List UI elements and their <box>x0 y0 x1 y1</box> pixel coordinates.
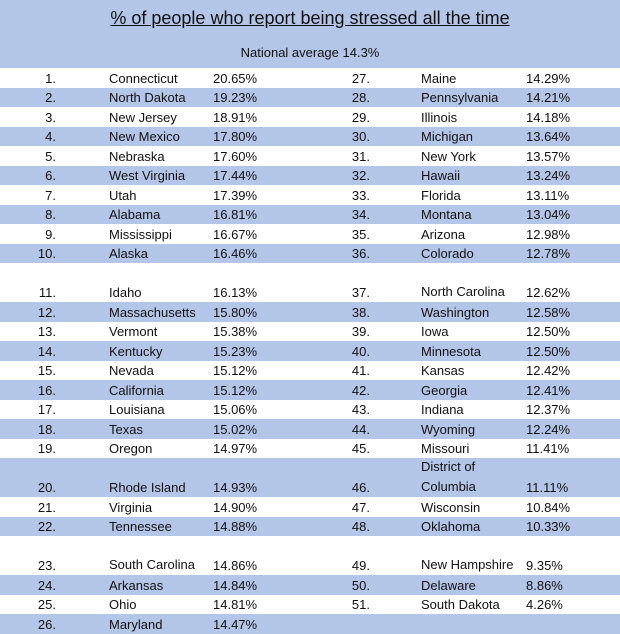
percent-cell: 8.86% <box>526 577 563 593</box>
percent-cell: 17.39% <box>213 187 258 203</box>
ranking-table <box>0 68 620 634</box>
rank-cell: 35. <box>351 226 370 242</box>
table-row <box>0 146 620 166</box>
state-cell: Illinois <box>421 109 458 125</box>
percent-cell: 9.35% <box>526 558 563 573</box>
percent-cell: 12.50% <box>526 343 571 359</box>
percent-cell: 15.80% <box>213 304 258 320</box>
state-cell: Idaho <box>109 285 142 300</box>
state-cell: Arkansas <box>109 577 164 593</box>
rank-cell: 21. <box>37 499 56 515</box>
rank-cell: 13. <box>37 324 56 339</box>
rank-cell: 33. <box>351 187 370 203</box>
percent-cell: 12.58% <box>526 304 571 320</box>
state-cell: Wisconsin <box>421 499 481 515</box>
percent-cell: 15.23% <box>213 343 258 359</box>
percent-cell: 14.21% <box>526 90 571 105</box>
percent-cell: 12.42% <box>526 363 571 378</box>
rank-cell: 25. <box>37 597 56 612</box>
percent-cell: 10.33% <box>526 519 571 534</box>
percent-cell: 17.44% <box>213 168 258 183</box>
rank-cell: 20. <box>37 480 56 495</box>
table-row <box>0 439 620 459</box>
rank-cell: 11. <box>38 285 56 300</box>
percent-cell: 16.81% <box>213 207 258 222</box>
percent-cell: 18.91% <box>213 109 258 125</box>
percent-cell: 4.26% <box>526 597 563 612</box>
table-row <box>0 185 620 205</box>
table-row <box>0 575 620 595</box>
state-cell: North Dakota <box>109 90 186 105</box>
state-cell: California <box>109 382 164 398</box>
state-cell: Ohio <box>109 597 137 612</box>
percent-cell: 10.84% <box>526 499 571 515</box>
percent-cell: 15.12% <box>213 382 258 398</box>
percent-cell: 12.62% <box>526 285 571 300</box>
rank-cell: 34. <box>351 207 370 222</box>
percent-cell: 14.47% <box>213 616 258 632</box>
percent-cell: 15.02% <box>213 421 258 437</box>
rank-cell: 38. <box>351 304 370 320</box>
rank-cell: 36. <box>351 246 370 261</box>
percent-cell: 13.64% <box>526 129 571 144</box>
percent-cell: 14.18% <box>526 109 571 125</box>
rank-cell: 39. <box>351 324 370 339</box>
percent-cell: 14.29% <box>526 70 571 86</box>
state-cell: Alabama <box>109 207 161 222</box>
state-cell: New Hampshire <box>421 556 514 572</box>
percent-cell: 13.57% <box>526 148 571 164</box>
percent-cell: 15.12% <box>213 363 258 378</box>
rank-cell: 41. <box>351 363 370 378</box>
percent-cell: 16.67% <box>213 226 258 242</box>
state-cell: New York <box>421 148 476 164</box>
rank-cell: 46. <box>351 480 370 495</box>
percent-cell: 20.65% <box>213 70 258 86</box>
percent-cell: 13.11% <box>526 187 570 203</box>
state-cell: Oregon <box>109 441 153 456</box>
percent-cell: 14.90% <box>213 499 258 515</box>
state-cell: West Virginia <box>109 168 186 183</box>
rank-cell: 29. <box>351 109 370 125</box>
percent-cell: 12.41% <box>526 382 571 398</box>
rank-cell: 48. <box>351 519 370 534</box>
rank-cell: 2. <box>45 90 56 105</box>
rank-cell: 24. <box>37 577 56 593</box>
rank-cell: 14. <box>37 343 56 359</box>
national-average: National average 14.3% <box>0 36 620 68</box>
state-cell: Wyoming <box>421 421 476 437</box>
rank-cell: 51. <box>351 597 370 612</box>
rank-cell: 50. <box>351 577 370 593</box>
state-cell: Louisiana <box>109 402 165 417</box>
table-title: % of people who report being stressed all the time <box>0 0 620 36</box>
state-cell: Hawaii <box>421 168 461 183</box>
rank-cell: 26. <box>37 616 56 632</box>
rank-cell: 12. <box>37 304 56 320</box>
state-cell: Massachusetts <box>109 304 196 320</box>
state-cell: Virginia <box>109 499 153 515</box>
percent-cell: 11.41% <box>526 441 570 456</box>
state-cell: North Carolina <box>421 283 505 299</box>
state-cell: Colorado <box>421 246 474 261</box>
rank-cell: 28. <box>351 90 370 105</box>
state-cell: Mississippi <box>109 226 172 242</box>
rank-cell: 7. <box>45 187 56 203</box>
percent-cell: 15.06% <box>213 402 258 417</box>
percent-cell: 12.78% <box>526 246 571 261</box>
percent-cell: 13.04% <box>526 207 571 222</box>
rank-cell: 1. <box>45 70 56 86</box>
percent-cell: 12.37% <box>526 402 571 417</box>
state-cell: Rhode Island <box>109 480 186 495</box>
rank-cell: 3. <box>45 109 56 125</box>
table-row <box>0 595 620 615</box>
state-cell: South Dakota <box>421 597 500 612</box>
state-cell: Oklahoma <box>421 519 481 534</box>
state-cell: Missouri <box>421 441 470 456</box>
table-row <box>0 166 620 186</box>
table-row <box>0 497 620 517</box>
rank-cell: 8. <box>45 207 56 222</box>
state-cell: Michigan <box>421 129 474 144</box>
rank-cell: 49. <box>351 558 370 573</box>
state-cell: Vermont <box>109 324 158 339</box>
state-cell: Iowa <box>421 324 449 339</box>
table-row <box>0 107 620 127</box>
table-row <box>0 322 620 342</box>
rank-cell: 23. <box>37 558 56 573</box>
state-cell: Nebraska <box>109 148 165 164</box>
table-row <box>0 244 620 264</box>
state-cell: Minnesota <box>421 343 481 359</box>
rank-cell: 31. <box>351 148 370 164</box>
rank-cell: 42. <box>351 382 370 398</box>
rank-cell: 30. <box>351 129 370 144</box>
table-row <box>0 263 620 302</box>
state-cell: Connecticut <box>109 70 178 86</box>
percent-cell: 19.23% <box>213 90 258 105</box>
rank-cell: 5. <box>45 148 56 164</box>
table-row <box>0 341 620 361</box>
percent-cell: 16.46% <box>213 246 258 261</box>
percent-cell: 12.50% <box>526 324 571 339</box>
state-cell: Maine <box>421 70 457 86</box>
rank-cell: 9. <box>45 226 56 242</box>
table-row <box>0 205 620 225</box>
state-cell: Texas <box>109 421 143 437</box>
state-cell: Indiana <box>421 402 464 417</box>
percent-cell: 14.88% <box>213 519 258 534</box>
rank-cell: 32. <box>351 168 370 183</box>
state-cell: Alaska <box>109 246 149 261</box>
table-row <box>0 127 620 147</box>
state-cell: Georgia <box>421 382 468 398</box>
table-row <box>0 88 620 108</box>
state-cell: Montana <box>421 207 472 222</box>
state-cell: Kentucky <box>109 343 163 359</box>
rank-cell: 22. <box>37 519 56 534</box>
rank-cell: 17. <box>37 402 56 417</box>
percent-cell: 13.24% <box>526 168 571 183</box>
percent-cell: 14.93% <box>213 480 258 495</box>
state-cell: Kansas <box>421 363 465 378</box>
table-row <box>0 458 620 497</box>
percent-cell: 14.81% <box>213 597 258 612</box>
table-row <box>0 419 620 439</box>
rank-cell: 15. <box>37 363 56 378</box>
rank-cell: 18. <box>37 421 56 437</box>
table-row <box>0 536 620 575</box>
state-cell: Pennsylvania <box>421 90 499 105</box>
rank-cell: 6. <box>45 168 56 183</box>
rank-cell: 47. <box>351 499 370 515</box>
state-cell: South Carolina <box>109 556 195 572</box>
table-row <box>0 361 620 381</box>
percent-cell: 15.38% <box>213 324 258 339</box>
state-cell: Florida <box>421 187 461 203</box>
rank-cell: 10. <box>37 246 56 261</box>
rank-cell: 37. <box>351 285 370 300</box>
state-cell: Tennessee <box>109 519 172 534</box>
rank-cell: 44. <box>351 421 370 437</box>
percent-cell: 12.98% <box>526 226 571 242</box>
state-cell: New Mexico <box>109 129 180 144</box>
rank-cell: 27. <box>351 70 370 86</box>
percent-cell: 16.13% <box>213 285 258 300</box>
percent-cell: 14.86% <box>213 558 258 573</box>
table-row <box>0 224 620 244</box>
state-cell: Arizona <box>421 226 466 242</box>
percent-cell: 14.97% <box>213 441 258 456</box>
percent-cell: 11.11% <box>526 480 569 495</box>
percent-cell: 17.80% <box>213 129 258 144</box>
rank-cell: 40. <box>351 343 370 359</box>
rank-cell: 19. <box>37 441 56 456</box>
state-cell: New Jersey <box>109 109 177 125</box>
state-cell: Maryland <box>109 616 163 632</box>
state-cell: Utah <box>109 187 137 203</box>
percent-cell: 17.60% <box>213 148 258 164</box>
rank-cell: 16. <box>37 382 56 398</box>
table-row <box>0 517 620 537</box>
table-row <box>0 68 620 88</box>
rank-cell: 45. <box>351 441 370 456</box>
table-row <box>0 380 620 400</box>
state-cell: Nevada <box>109 363 154 378</box>
percent-cell: 14.84% <box>213 577 258 593</box>
percent-cell: 12.24% <box>526 421 571 437</box>
state-cell: Delaware <box>421 577 476 593</box>
rank-cell: 4. <box>45 129 56 144</box>
state-cell: Washington <box>421 304 490 320</box>
state-cell: District of Columbia <box>421 459 476 494</box>
rank-cell: 43. <box>351 402 370 417</box>
table-row <box>0 302 620 322</box>
table-row <box>0 400 620 420</box>
